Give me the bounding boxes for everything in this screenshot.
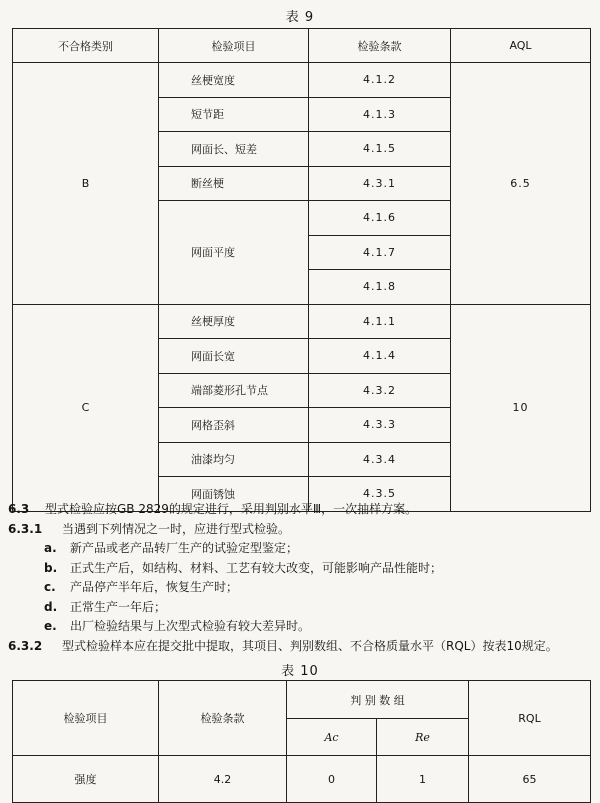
list-label: a.	[44, 541, 57, 555]
header-decision-group: 判 别 数 组	[287, 681, 469, 719]
header-clause: 检验条款	[159, 681, 287, 756]
list-item	[8, 598, 598, 618]
list-label: c.	[44, 580, 56, 594]
clause-cell: 4.1.7	[309, 235, 451, 270]
table-row	[13, 304, 591, 339]
list-text: 正常生产一年后；	[70, 599, 167, 614]
item-cell: 网面长、短差	[159, 132, 309, 167]
section-number: 6.3.2	[8, 638, 43, 653]
header-item: 检验项目	[159, 29, 309, 63]
paragraph-text: 型式检验样本应在提交批中提取，其项目、判别数组、不合格质量水平（RQL）按表10规定。	[62, 638, 558, 653]
clause-cell: 4.2	[159, 756, 287, 803]
clause-cell: 4.1.6	[309, 201, 451, 236]
item-cell: 断丝梗	[159, 166, 309, 201]
table9-caption: 表 9	[285, 10, 315, 25]
category-cell: C	[13, 304, 159, 511]
item-cell: 强度	[13, 756, 159, 803]
paragraph-text: 型式检验应按GB 2829的规定进行，采用判别水平Ⅲ，一次抽样方案。	[45, 502, 418, 516]
clause-cell: 4.3.4	[309, 442, 451, 477]
clause-cell: 4.3.2	[309, 373, 451, 408]
item-cell: 短节距	[159, 97, 309, 132]
rql-cell: 65	[469, 756, 591, 803]
section-number: 6.3	[8, 502, 30, 516]
clause-cell: 4.1.5	[309, 132, 451, 167]
re-cell: 1	[377, 756, 469, 803]
category-cell: B	[13, 63, 159, 305]
list-label: d.	[44, 599, 58, 614]
list-text: 正式生产后，如结构、材料、工艺有较大改变，可能影响产品性能时；	[70, 560, 443, 575]
list-label: b.	[44, 560, 58, 575]
list-text: 产品停产半年后，恢复生产时；	[70, 580, 239, 594]
item-cell: 网面平度	[159, 201, 309, 305]
aql-cell: 10	[451, 304, 591, 511]
clause-cell: 4.1.3	[309, 97, 451, 132]
item-cell: 网格歪斜	[159, 408, 309, 443]
table-9	[12, 28, 591, 512]
item-cell: 网面长宽	[159, 339, 309, 374]
table10-caption: 表 10	[281, 664, 319, 679]
clause-cell: 4.1.2	[309, 63, 451, 98]
item-cell: 丝梗厚度	[159, 304, 309, 339]
table-10	[12, 680, 591, 803]
aql-cell: 6.5	[451, 63, 591, 305]
clause-cell: 4.3.5	[309, 477, 451, 512]
list-item	[8, 539, 598, 559]
header-item: 检验项目	[13, 681, 159, 756]
list-item	[8, 559, 598, 579]
ac-cell: 0	[287, 756, 377, 803]
list-label: e.	[44, 619, 57, 633]
item-cell: 丝梗宽度	[159, 63, 309, 98]
clause-cell: 4.1.8	[309, 270, 451, 305]
body-text	[8, 500, 598, 656]
paragraph-6-3	[8, 500, 598, 520]
list-item	[8, 578, 598, 598]
list-text: 新产品或老产品转厂生产的试验定型鉴定；	[70, 541, 299, 555]
clause-cell: 4.3.3	[309, 408, 451, 443]
header-ac: Ac	[287, 719, 377, 756]
list-text: 出厂检验结果与上次型式检验有较大差异时。	[70, 619, 311, 633]
section-number: 6.3.1	[8, 521, 43, 536]
header-clause: 检验条款	[309, 29, 451, 63]
header-aql: AQL	[451, 29, 591, 63]
header-category: 不合格类别	[13, 29, 159, 63]
header-rql: RQL	[469, 681, 591, 756]
item-cell: 油漆均匀	[159, 442, 309, 477]
table-row	[13, 756, 591, 803]
paragraph-6-3-2	[8, 637, 598, 657]
paragraph-text: 当遇到下列情况之一时，应进行型式检验。	[62, 521, 291, 536]
clause-cell: 4.3.1	[309, 166, 451, 201]
header-re: Re	[377, 719, 469, 756]
clause-cell: 4.1.1	[309, 304, 451, 339]
item-cell: 端部菱形孔节点	[159, 373, 309, 408]
clause-cell: 4.1.4	[309, 339, 451, 374]
paragraph-6-3-1	[8, 520, 598, 540]
item-cell: 网面锈蚀	[159, 477, 309, 512]
table-row	[13, 63, 591, 98]
list-item	[8, 617, 598, 637]
